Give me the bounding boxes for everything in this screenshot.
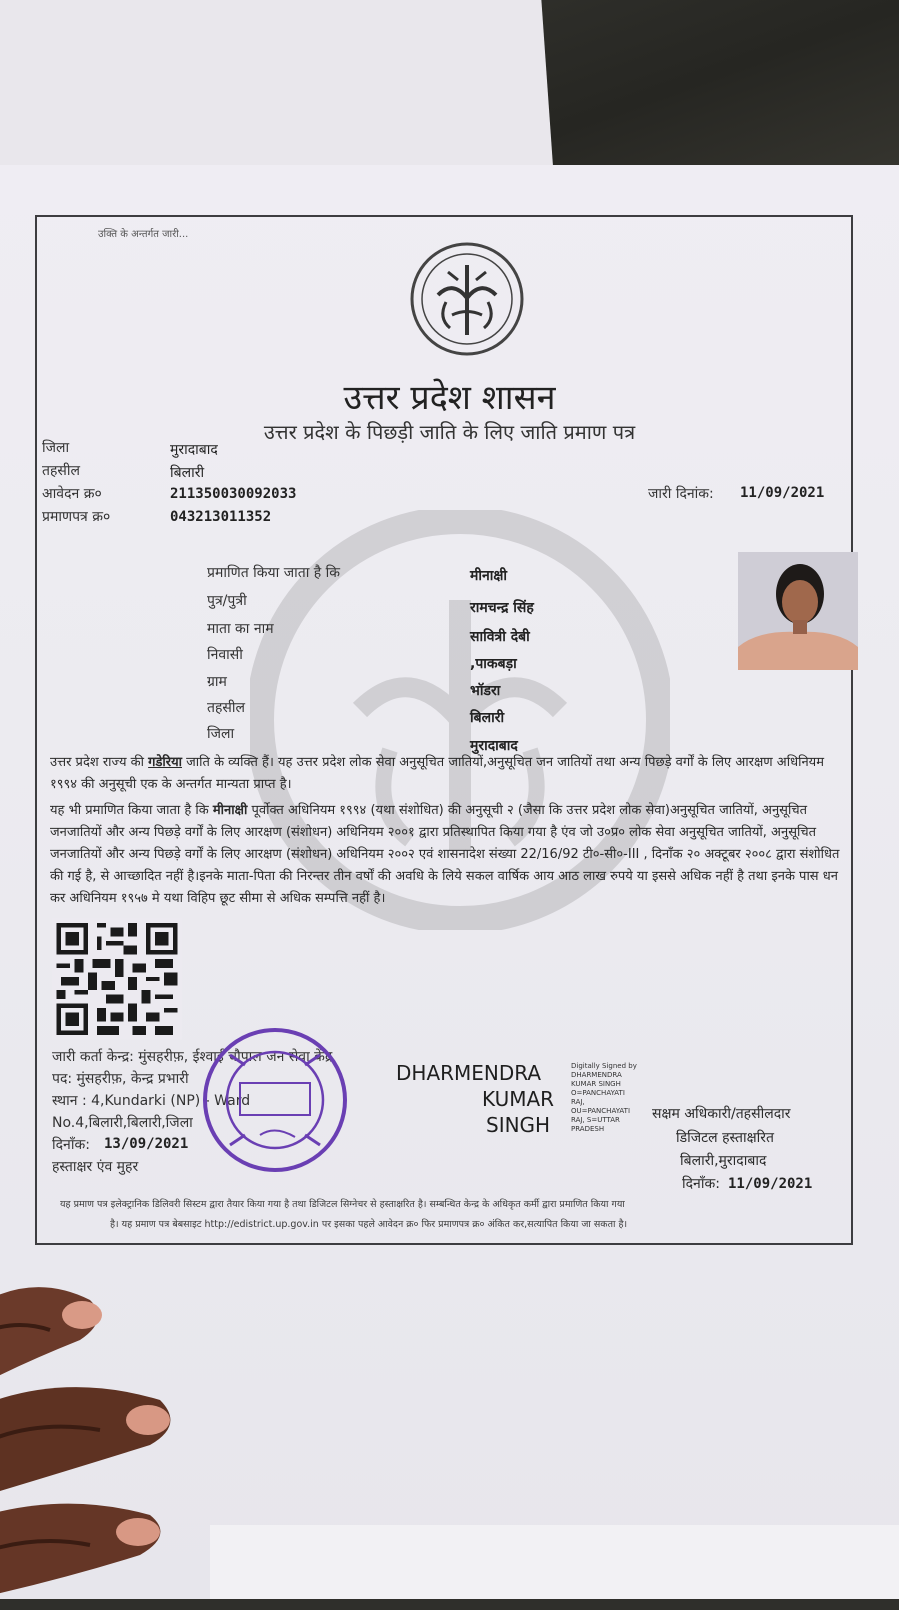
paragraph-certification bbox=[50, 800, 840, 910]
detail-value-village: भॉडरा bbox=[470, 683, 501, 699]
issuer-centre: जारी कर्ता केन्द्र: मुंसहरीफ़, ईश्वाई चौपाल जन सेवा केंद्र bbox=[52, 1049, 333, 1065]
para2-name: मीनाक्षी bbox=[212, 803, 248, 818]
qr-code bbox=[52, 918, 182, 1040]
field-label-certificate-no: प्रमाणपत्र क्र० bbox=[42, 509, 111, 525]
field-value-application-no: 211350030092033 bbox=[170, 486, 297, 502]
issuer-post: पद: मुंसहरीफ़, केन्द्र प्रभारी bbox=[52, 1071, 189, 1087]
detail-value-tehsil: बिलारी bbox=[470, 710, 505, 726]
signer-line-2: KUMAR bbox=[482, 1087, 555, 1111]
issue-date: 11/09/2021 bbox=[740, 485, 825, 501]
detail-label-parent: पुत्र/पुत्री bbox=[207, 593, 247, 609]
authority-date-label: दिनाँक: bbox=[682, 1176, 720, 1192]
authority-title: सक्षम अधिकारी/तहसीलदार bbox=[652, 1106, 791, 1122]
issuer-date-label: दिनाँक: bbox=[52, 1137, 90, 1153]
footer-line-2: है। यह प्रमाण पत्र बेबसाइट http://edistrict.up.gov.in पर इसका पहले आवेदन क्र० फिर प्रमाणपत्र क्र० अंकित कर,सत्यापित किया जा सकता है। bbox=[110, 1219, 628, 1230]
para1-prefix: उत्तर प्रदेश राज्य की bbox=[50, 755, 144, 770]
sign-detail: OU=PANCHAYATI bbox=[571, 1107, 631, 1115]
official-stamp bbox=[200, 1025, 350, 1175]
para2-prefix: यह भी प्रमाणित किया जाता है कि bbox=[50, 803, 209, 818]
field-value-district: मुरादाबाद bbox=[170, 442, 218, 458]
paper-bottom bbox=[210, 1525, 899, 1599]
field-label-district: जिला bbox=[42, 440, 70, 456]
document-title: उत्तर प्रदेश शासन bbox=[343, 378, 556, 418]
detail-value-name: मीनाक्षी bbox=[470, 568, 508, 584]
top-note: उक्ति के अन्तर्गत जारी... bbox=[98, 229, 189, 240]
para1-rest: जाति के व्यक्ति हैं। यह उत्तर प्रदेश लोक सेवा अनुसूचित जातियों,अनुसूचित जन जातियों तथा अन्य पिछड़े वर्गों के लिए आरक्षण अधिनियम १९९४ की अनुसूची एक के अन्तर्गत मान्यता प्राप्त है। bbox=[50, 755, 824, 792]
signer-line-1: DHARMENDRA bbox=[396, 1061, 542, 1085]
sign-detail: DHARMENDRA bbox=[571, 1071, 622, 1079]
field-label-tehsil: तहसील bbox=[42, 463, 80, 479]
digital-sign-details bbox=[571, 1062, 637, 1134]
applicant-photo bbox=[738, 552, 858, 670]
field-value-tehsil: बिलारी bbox=[170, 465, 205, 481]
authority-digital: डिजिटल हस्ताक्षरित bbox=[676, 1130, 774, 1146]
sign-detail: RAJ, bbox=[571, 1098, 585, 1106]
signature-label: हस्ताक्षर एंव मुहर bbox=[52, 1159, 139, 1175]
sign-detail: KUMAR SINGH bbox=[571, 1080, 621, 1088]
detail-label-tehsil: तहसील bbox=[207, 700, 245, 716]
authority-date: 11/09/2021 bbox=[728, 1176, 813, 1192]
authority-place: बिलारी,मुरादाबाद bbox=[680, 1153, 767, 1169]
detail-value-district: मुरादाबाद bbox=[470, 738, 518, 754]
sign-detail: RAJ, S=UTTAR bbox=[571, 1116, 620, 1124]
caste-name: गडेरिया bbox=[148, 755, 182, 770]
sign-detail: Digitally Signed by bbox=[571, 1062, 637, 1070]
detail-label-village: ग्राम bbox=[207, 674, 227, 690]
detail-label-district: जिला bbox=[207, 726, 235, 742]
para2-rest: पूर्वोक्त अधिनियम १९९४ (यथा संशोधित) की अनुसूची २ (जैसा कि उत्तर प्रदेश लोक सेवा)अनुसूचित जातियों, अनुसूचित जनजातियों और अन्य पिछड़े वर्गों के लिए आरक्षण (संशोधन) अधिनियम २००१ द्वारा प्रतिस्थापित किया गया है एंव जो उ०प्र० लोक सेवा अनुसूचित जातियों, अनुसूचित जनजातियों और अन्य पिछड़े वर्गों के लिए आरक्षण (संशोधन) अधिनियम २००२ एवं शासनादेश संख्या 22/16/92 टी०-सी०-III , दिनाँक २० अक्टूबर २००८ द्वारा संशोधित की गई है, से आच्छादित नहीं है।इनके माता-पिता की निरन्तर तीन वर्षों की अवधि के लिये सकल वार्षिक आय आठ लाख रुपये या इससे अधिक नहीं है तथा इनके पास धन कर अधिनियम १९५७ मे यथा विहिप छूट सीमा से अधिक सम्पत्ति नहीं है। bbox=[50, 803, 840, 906]
detail-value-mother: सावित्री देबी bbox=[470, 629, 530, 645]
document-subtitle: उत्तर प्रदेश के पिछड़ी जाति के लिए जाति प्रमाण पत्र bbox=[263, 420, 636, 444]
issuer-place: स्थान : 4,Kundarki (NP) - Ward bbox=[52, 1093, 251, 1109]
issue-date-label: जारी दिनांक: bbox=[648, 486, 714, 502]
up-emblem bbox=[408, 240, 526, 358]
field-value-certificate-no: 043213011352 bbox=[170, 509, 272, 525]
field-label-application-no: आवेदन क्र० bbox=[42, 486, 102, 502]
footer-line-1: यह प्रमाण पत्र इलेक्ट्रानिक डिलिवरी सिस्टम द्वारा तैयार किया गया है तथा डिजिटल सिग्नेचर से हस्ताक्षरित है। सम्बन्धित केन्द्र के अधिकृत कर्मी द्वारा प्रमाणित किया गया bbox=[60, 1199, 625, 1210]
signer-line-3: SINGH bbox=[486, 1113, 551, 1137]
sign-detail: PRADESH bbox=[571, 1125, 605, 1133]
detail-label-certified: प्रमाणित किया जाता है कि bbox=[207, 565, 341, 581]
detail-label-mother: माता का नाम bbox=[207, 621, 274, 637]
detail-value-resident: ,पाकबड़ा bbox=[470, 656, 517, 672]
digital-signer-name bbox=[396, 1060, 554, 1138]
sign-detail: O=PANCHAYATI bbox=[571, 1089, 625, 1097]
issuer-address: No.4,बिलारी,बिलारी,जिला bbox=[52, 1115, 193, 1131]
hand-holding-paper bbox=[0, 1270, 210, 1610]
detail-value-parent: रामचन्द्र सिंह bbox=[470, 600, 534, 616]
paragraph-caste bbox=[50, 752, 840, 796]
issuer-date: 13/09/2021 bbox=[104, 1136, 189, 1152]
detail-label-resident: निवासी bbox=[207, 647, 243, 663]
